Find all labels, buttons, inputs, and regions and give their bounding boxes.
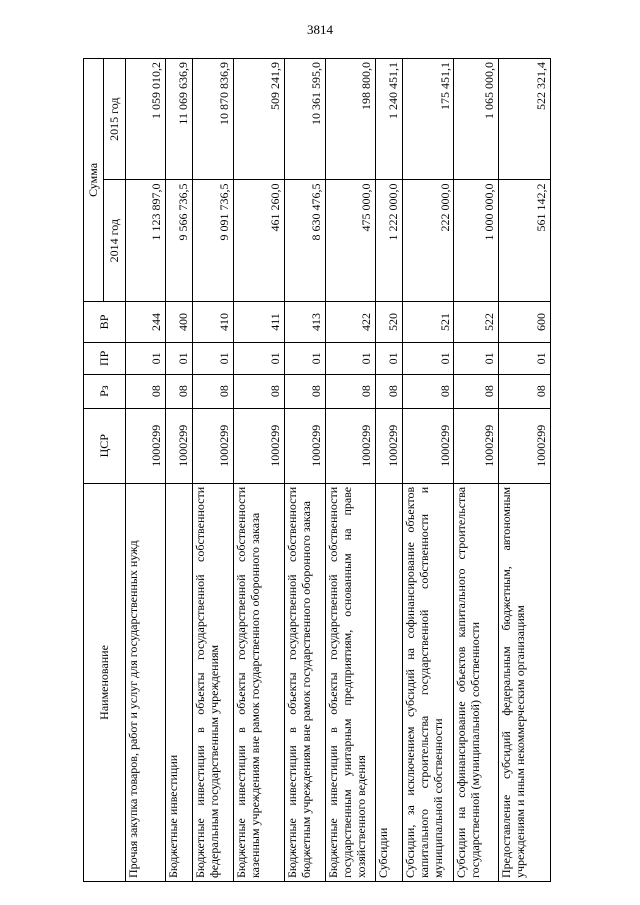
row-vr: 600 bbox=[499, 301, 551, 342]
row-rz: 08 bbox=[325, 374, 375, 408]
header-sum: Сумма bbox=[84, 59, 104, 302]
row-pr: 01 bbox=[233, 343, 285, 375]
row-rz: 08 bbox=[402, 374, 454, 408]
row-vr: 410 bbox=[193, 301, 233, 342]
row-name: Бюджетные инвестиции в объекты государственной собственности бюджетным учреждениям вне рамок государственного оборонного заказа bbox=[285, 483, 325, 881]
row-2015: 522 321,4 bbox=[499, 59, 551, 180]
row-csr: 1000299 bbox=[375, 408, 402, 483]
row-rz: 08 bbox=[233, 374, 285, 408]
row-csr: 1000299 bbox=[402, 408, 454, 483]
header-2015: 2015 год bbox=[104, 59, 126, 180]
row-vr: 522 bbox=[454, 301, 499, 342]
row-pr: 01 bbox=[454, 343, 499, 375]
header-name: Наименование bbox=[84, 483, 126, 881]
page-number: 3814 bbox=[307, 22, 333, 37]
row-pr: 01 bbox=[166, 343, 193, 375]
row-vr: 413 bbox=[285, 301, 325, 342]
row-rz: 08 bbox=[166, 374, 193, 408]
row-name: Субсидии, за исключением субсидий на софинансирование объектов капитального строительства государственной собственности и муниципальной собственности bbox=[402, 483, 454, 881]
row-vr: 520 bbox=[375, 301, 402, 342]
table-row bbox=[166, 59, 193, 882]
row-pr: 01 bbox=[375, 343, 402, 375]
row-2014: 475 000,0 bbox=[325, 180, 375, 301]
row-vr: 244 bbox=[126, 301, 166, 342]
row-rz: 08 bbox=[193, 374, 233, 408]
row-rz: 08 bbox=[375, 374, 402, 408]
row-csr: 1000299 bbox=[454, 408, 499, 483]
row-csr: 1000299 bbox=[499, 408, 551, 483]
row-csr: 1000299 bbox=[325, 408, 375, 483]
row-2015: 10 361 595,0 bbox=[285, 59, 325, 180]
header-pr: ПР bbox=[84, 343, 126, 375]
header-2014: 2014 год bbox=[104, 180, 126, 301]
table-row bbox=[193, 59, 233, 882]
row-name: Бюджетные инвестиции в объекты государственной собственности федеральным государственным учреждениям bbox=[193, 483, 233, 881]
row-name: Бюджетные инвестиции в объекты государственной собственности государственным унитарным предприятиям, основанным на праве хозяйственного ведения bbox=[325, 483, 375, 881]
row-2014: 222 000,0 bbox=[402, 180, 454, 301]
row-name: Бюджетные инвестиции в объекты государственной собственности казенным учреждениям вне рамок государственного оборонного заказа bbox=[233, 483, 285, 881]
row-vr: 400 bbox=[166, 301, 193, 342]
table-row bbox=[375, 59, 402, 882]
row-csr: 1000299 bbox=[193, 408, 233, 483]
row-pr: 01 bbox=[325, 343, 375, 375]
table-row bbox=[325, 59, 375, 882]
row-2015: 1 240 451,1 bbox=[375, 59, 402, 180]
row-name: Субсидии bbox=[375, 483, 402, 881]
row-csr: 1000299 bbox=[126, 408, 166, 483]
row-csr: 1000299 bbox=[285, 408, 325, 483]
row-2014: 1 123 897,0 bbox=[126, 180, 166, 301]
row-name: Предоставление субсидий федеральным бюджетным, автономным учреждениям и иным некоммерческим организациям bbox=[499, 483, 551, 881]
row-pr: 01 bbox=[193, 343, 233, 375]
row-rz: 08 bbox=[285, 374, 325, 408]
row-2015: 11 069 636,9 bbox=[166, 59, 193, 180]
row-pr: 01 bbox=[126, 343, 166, 375]
table-row bbox=[454, 59, 499, 882]
row-2014: 1 000 000,0 bbox=[454, 180, 499, 301]
table-row bbox=[285, 59, 325, 882]
header-vr: ВР bbox=[84, 301, 126, 342]
row-2015: 509 241,9 bbox=[233, 59, 285, 180]
row-pr: 01 bbox=[499, 343, 551, 375]
row-vr: 521 bbox=[402, 301, 454, 342]
row-2014: 8 630 476,5 bbox=[285, 180, 325, 301]
table-row bbox=[402, 59, 454, 882]
row-2015: 175 451,1 bbox=[402, 59, 454, 180]
row-pr: 01 bbox=[402, 343, 454, 375]
row-2014: 1 222 000,0 bbox=[375, 180, 402, 301]
header-csr: ЦСР bbox=[84, 408, 126, 483]
row-name: Бюджетные инвестиции bbox=[166, 483, 193, 881]
row-csr: 1000299 bbox=[233, 408, 285, 483]
row-2015: 1 065 000,0 bbox=[454, 59, 499, 180]
row-name: Прочая закупка товаров, работ и услуг для государственных нужд bbox=[126, 483, 166, 881]
table-row bbox=[499, 59, 551, 882]
row-2015: 10 870 836,9 bbox=[193, 59, 233, 180]
row-vr: 411 bbox=[233, 301, 285, 342]
table-row bbox=[233, 59, 285, 882]
row-rz: 08 bbox=[126, 374, 166, 408]
rotated-page-content bbox=[83, 58, 551, 882]
row-2014: 9 091 736,5 bbox=[193, 180, 233, 301]
table-row bbox=[126, 59, 166, 882]
budget-table bbox=[83, 58, 551, 882]
row-pr: 01 bbox=[285, 343, 325, 375]
row-vr: 422 bbox=[325, 301, 375, 342]
row-2015: 1 059 010,2 bbox=[126, 59, 166, 180]
row-name: Субсидии на софинансирование объектов капитального строительства государственной (муниципальной) собственности bbox=[454, 483, 499, 881]
row-2014: 561 142,2 bbox=[499, 180, 551, 301]
row-csr: 1000299 bbox=[166, 408, 193, 483]
header-rz: Рз bbox=[84, 374, 126, 408]
row-rz: 08 bbox=[454, 374, 499, 408]
row-rz: 08 bbox=[499, 374, 551, 408]
row-2014: 9 566 736,5 bbox=[166, 180, 193, 301]
row-2014: 461 260,0 bbox=[233, 180, 285, 301]
row-2015: 198 800,0 bbox=[325, 59, 375, 180]
